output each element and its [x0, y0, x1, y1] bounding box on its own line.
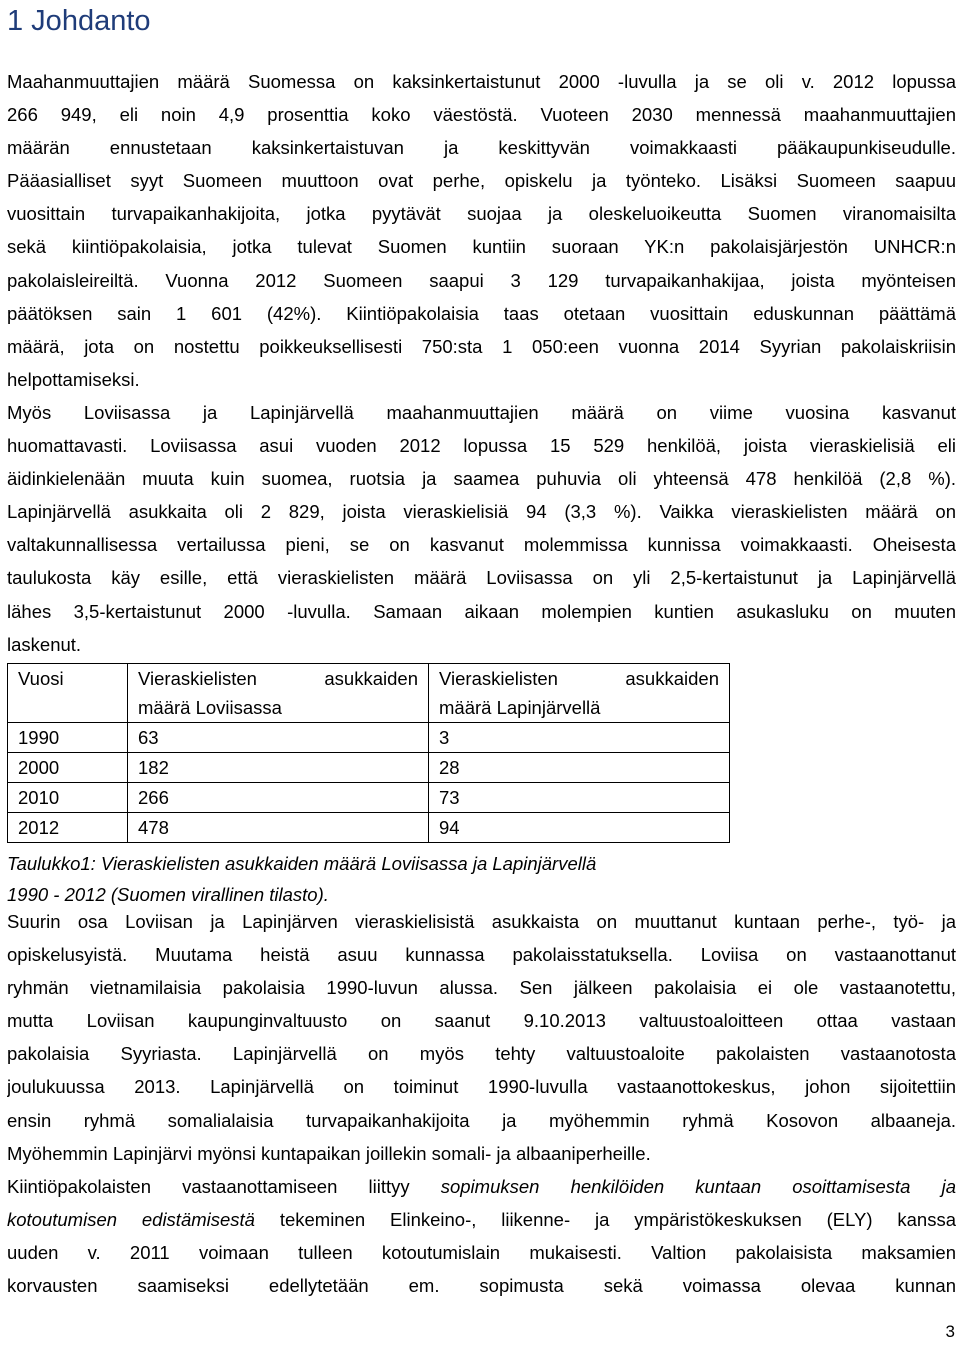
text-line: uuden v. 2011 voimaan tulleen kotoutumislain mukaisesti. Valtion pakolaisista maksamien: [7, 1242, 956, 1264]
caption-line: Taulukko1: Vieraskielisten asukkaiden määrä Loviisassa ja Lapinjärvellä: [7, 853, 597, 874]
table-row: [8, 813, 730, 843]
paragraph-1: [7, 65, 956, 396]
text-line: Myöhemmin Lapinjärvi myönsi kuntapaikan joillekin somali- ja albaaniperheille.: [7, 1142, 651, 1164]
table-cell: 94: [429, 813, 730, 843]
text-line: [7, 1203, 956, 1236]
header-cell-loviisa: [128, 664, 429, 723]
table-cell: 2012: [8, 813, 128, 843]
text-line: helpottamiseksi.: [7, 368, 140, 390]
table-caption: [7, 848, 596, 910]
text-line: mutta Loviisan kaupunginvaltuusto on saanut 9.10.2013 valtuustoaloitteen ottaa vastaan: [7, 1010, 956, 1032]
text-line: [7, 1170, 956, 1203]
foreign-language-residents-table: [7, 663, 730, 843]
table-cell: 73: [429, 783, 730, 813]
table-cell: 2010: [8, 783, 128, 813]
text-line: vuosittain turvapaikanhakijoita, jotka pyytävät suojaa ja oleskeluoikeutta Suomen viranomaisilta: [7, 203, 956, 225]
text-line: taulukosta käy esille, että vieraskielisten määrä Loviisassa on yli 2,5-kertaistunut ja Lapinjärvellä: [7, 567, 956, 589]
header-cell-lapinjarvi: [429, 664, 730, 723]
text-line: ensin ryhmä somalialaisia turvapaikanhakijoita ja myöhemmin ryhmä Kosovon albaaneja.: [7, 1109, 956, 1131]
header-text: Vieraskielisten asukkaiden: [439, 668, 719, 689]
text-line: joulukuussa 2013. Lapinjärvellä on toiminut 1990-luvulla vastaanottokeskus, johon sijoitettiin: [7, 1076, 956, 1098]
text-line: Suurin osa Loviisan ja Lapinjärven vieraskielisistä asukkaista on muuttanut kuntaan perhe-, työ- ja: [7, 911, 956, 932]
table-row: [8, 723, 730, 753]
caption-line: 1990 - 2012 (Suomen virallinen tilasto).: [7, 884, 329, 905]
text-line: ryhmän vietnamilaisia pakolaisia 1990-luvun alussa. Sen jälkeen pakolaisia ei ole vastaanotettu,: [7, 977, 956, 999]
text-line: lähes 3,5-kertaistunut 2000 -luvulla. Samaan aikaan molempien kuntien asukasluku on muuten: [7, 600, 956, 622]
header-text: Vuosi: [18, 668, 64, 689]
text-line: määrä, jota on nostettu poikkeuksellisesti 750:sta 1 050:een vuonna 2014 Syyrian pakolaiskriisin: [7, 335, 956, 357]
text-line: Maahanmuuttajien määrä Suomessa on kaksinkertaistunut 2000 -luvulla ja se oli v. 2012 lopussa: [7, 71, 956, 92]
text-line: päätöksen sain 1 601 (42%). Kiintiöpakolaisia taas otetaan vuosittain eduskunnan päättämä: [7, 302, 956, 324]
text-line: valtakunnallisessa vertailussa pieni, se on kasvanut molemmissa kunnissa voimakkaasti. Oheisesta: [7, 534, 956, 556]
text-line: opiskelusyistä. Muutama heistä asuu kunnassa pakolaisstatuksella. Loviisa on vastaanottanut: [7, 944, 956, 966]
table-header-row: [8, 664, 730, 723]
text-line: sekä kiintiöpakolaisia, jotka tulevat Suomen kuntiin suoraan YK:n pakolaisjärjestön UNHCR:n: [7, 236, 956, 258]
text-line: Pääasialliset syyt Suomeen muuttoon ovat perhe, opiskelu ja työnteko. Lisäksi Suomeen saapuu: [7, 170, 956, 192]
header-cell-year: [8, 664, 128, 723]
text-line: Lapinjärvellä asukkaita oli 2 829, joista vieraskielisiä 94 (3,3 %). Vaikka vieraskielisten määrä on: [7, 501, 956, 523]
text-run: tekeminen Elinkeino-, liikenne- ja ympäristökeskuksen (ELY) kanssa: [254, 1209, 956, 1231]
table-cell: 3: [429, 723, 730, 753]
table-cell: 182: [128, 753, 429, 783]
text-line: huomattavasti. Loviisassa asui vuoden 2012 lopussa 15 529 henkilöä, joista vieraskielisiä eli: [7, 435, 956, 457]
page-title: 1 Johdanto: [7, 5, 151, 37]
italic-text: kotoutumisen edistämisestä: [7, 1209, 255, 1231]
text-line: korvausten saamiseksi edellytetään em. sopimusta sekä voimassa olevaa kunnan: [7, 1275, 956, 1297]
text-line: Myös Loviisassa ja Lapinjärvellä maahanmuuttajien määrä on viime vuosina kasvanut: [7, 402, 956, 423]
paragraph-4: [7, 1170, 956, 1302]
table-row: [8, 783, 730, 813]
paragraph-2: [7, 396, 956, 661]
table-row: [8, 753, 730, 783]
text-line: määrän ennustetaan kaksinkertaistuvan ja keskittyvän voimakkaasti pääkaupunkiseudulle.: [7, 137, 956, 159]
text-line: laskenut.: [7, 633, 82, 655]
text-line: pakolaisleireiltä. Vuonna 2012 Suomeen saapui 3 129 turvapaikanhakijaa, joista myönteisen: [7, 269, 956, 291]
table-cell: 478: [128, 813, 429, 843]
text-run: Kiintiöpakolaisten vastaanottamiseen liittyy: [7, 1176, 441, 1197]
header-text: määrä Loviisassa: [138, 697, 282, 718]
text-line: pakolaisia Syyriasta. Lapinjärvellä on myös tehty valtuustoaloite pakolaisten vastaanotosta: [7, 1043, 956, 1065]
header-text: Vieraskielisten asukkaiden: [138, 668, 418, 689]
table-cell: 63: [128, 723, 429, 753]
text-line: 266 949, eli noin 4,9 prosenttia koko väestöstä. Vuoteen 2030 mennessä maahanmuuttajien: [7, 104, 956, 126]
paragraph-3: [7, 905, 956, 1170]
table-cell: 1990: [8, 723, 128, 753]
text-line: äidinkielenään muuta kuin suomea, ruotsia ja saamea puhuvia oli yhteensä 478 henkilöä (2,8 %).: [7, 468, 956, 490]
table-cell: 266: [128, 783, 429, 813]
table-cell: 28: [429, 753, 730, 783]
italic-text: sopimuksen henkilöiden kuntaan osoittamisesta ja: [440, 1176, 956, 1197]
page-number: 3: [945, 1322, 955, 1341]
table-cell: 2000: [8, 753, 128, 783]
header-text: määrä Lapinjärvellä: [439, 697, 601, 718]
